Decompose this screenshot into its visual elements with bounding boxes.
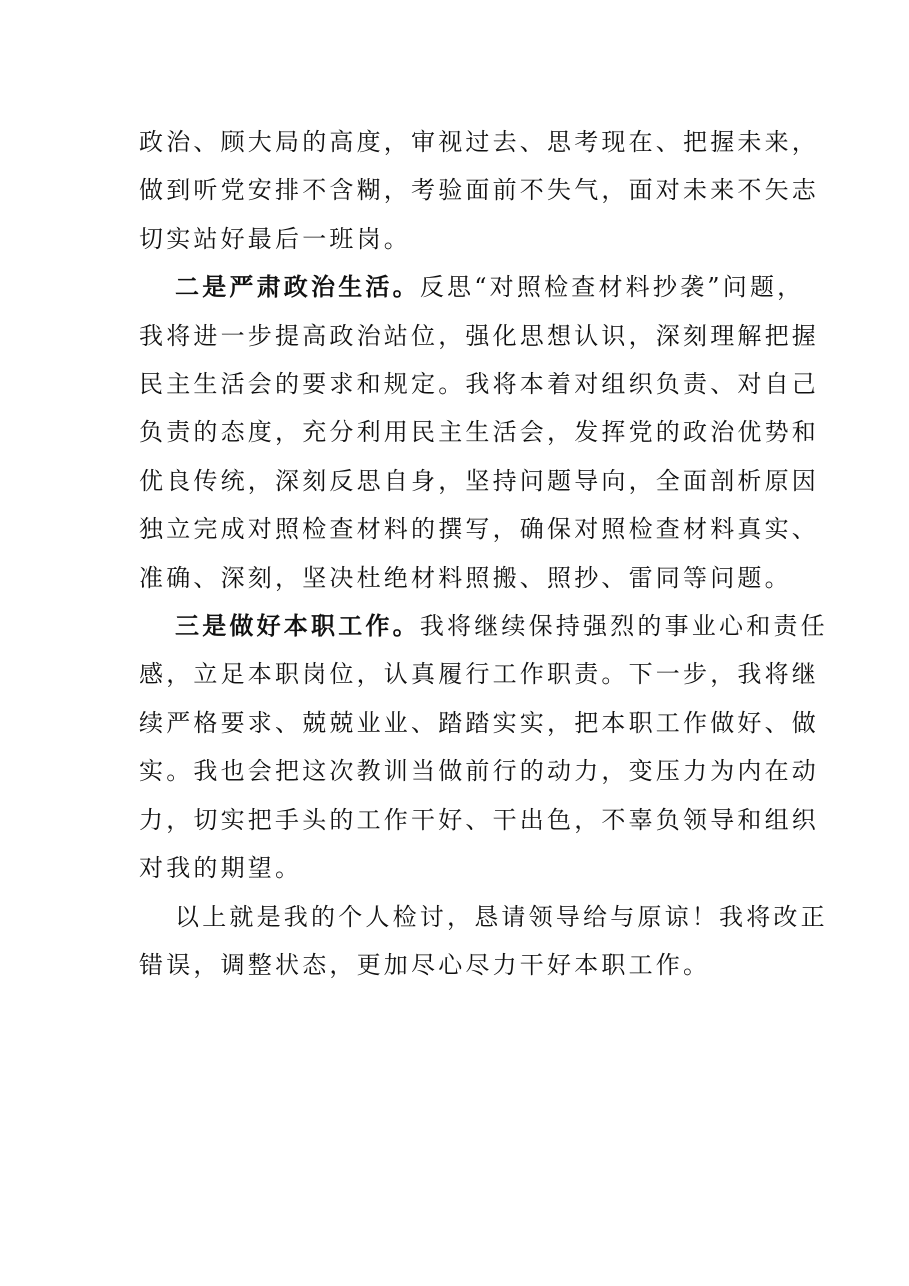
text-line: 以上就是我的个人检讨，恳请领导给与原谅！我将改正 <box>175 902 828 931</box>
paragraph-closing <box>139 893 828 990</box>
text-line: 做到听党安排不含糊，考验面前不失气，面对未来不矢志 <box>139 176 819 205</box>
paragraph-continuation <box>139 118 819 263</box>
text-line: 准确、深刻，坚决杜绝材料照搬、照抄、雷同等问题。 <box>139 563 792 592</box>
text-line: 独立完成对照检查材料的撰写，确保对照检查材料真实、 <box>139 515 819 544</box>
document-body <box>139 118 828 989</box>
text-line: 政治、顾大局的高度，审视过去、思考现在、把握未来， <box>139 128 819 156</box>
text-run: 我将继续保持强烈的事业心和责任 <box>419 612 828 641</box>
text-line <box>139 602 828 650</box>
paragraph-lead-heading: 二是严肃政治生活。 <box>175 272 420 302</box>
text-run: 反思“对照检查材料抄袭”问题， <box>419 273 805 302</box>
text-line: 实。我也会把这次教训当做前行的动力，变压力为内在动 <box>139 757 819 786</box>
text-line: 优良传统，深刻反思自身，坚持问题导向，全面剖析原因 <box>139 466 819 495</box>
paragraph-political-life <box>139 263 819 602</box>
text-line: 我将进一步提高政治站位，强化思想认识，深刻理解把握 <box>139 321 819 350</box>
paragraph-lead-heading: 三是做好本职工作。 <box>175 611 420 641</box>
text-line: 切实站好最后一班岗。 <box>139 224 411 253</box>
text-line: 民主生活会的要求和规定。我将本着对组织负责、对自己 <box>139 370 819 399</box>
text-line: 错误，调整状态，更加尽心尽力干好本职工作。 <box>139 950 711 979</box>
text-line: 续严格要求、兢兢业业、踏踏实实，把本职工作做好、做 <box>139 708 819 737</box>
text-line: 力，切实把手头的工作干好、干出色，不辜负领导和组织 <box>139 805 819 834</box>
text-line <box>139 263 805 311</box>
text-line: 感，立足本职岗位，认真履行工作职责。下一步，我将继 <box>139 660 819 689</box>
text-line: 对我的期望。 <box>139 854 303 883</box>
paragraph-job-duties <box>139 602 828 892</box>
text-line: 负责的态度，充分利用民主生活会，发挥党的政治优势和 <box>139 418 819 447</box>
